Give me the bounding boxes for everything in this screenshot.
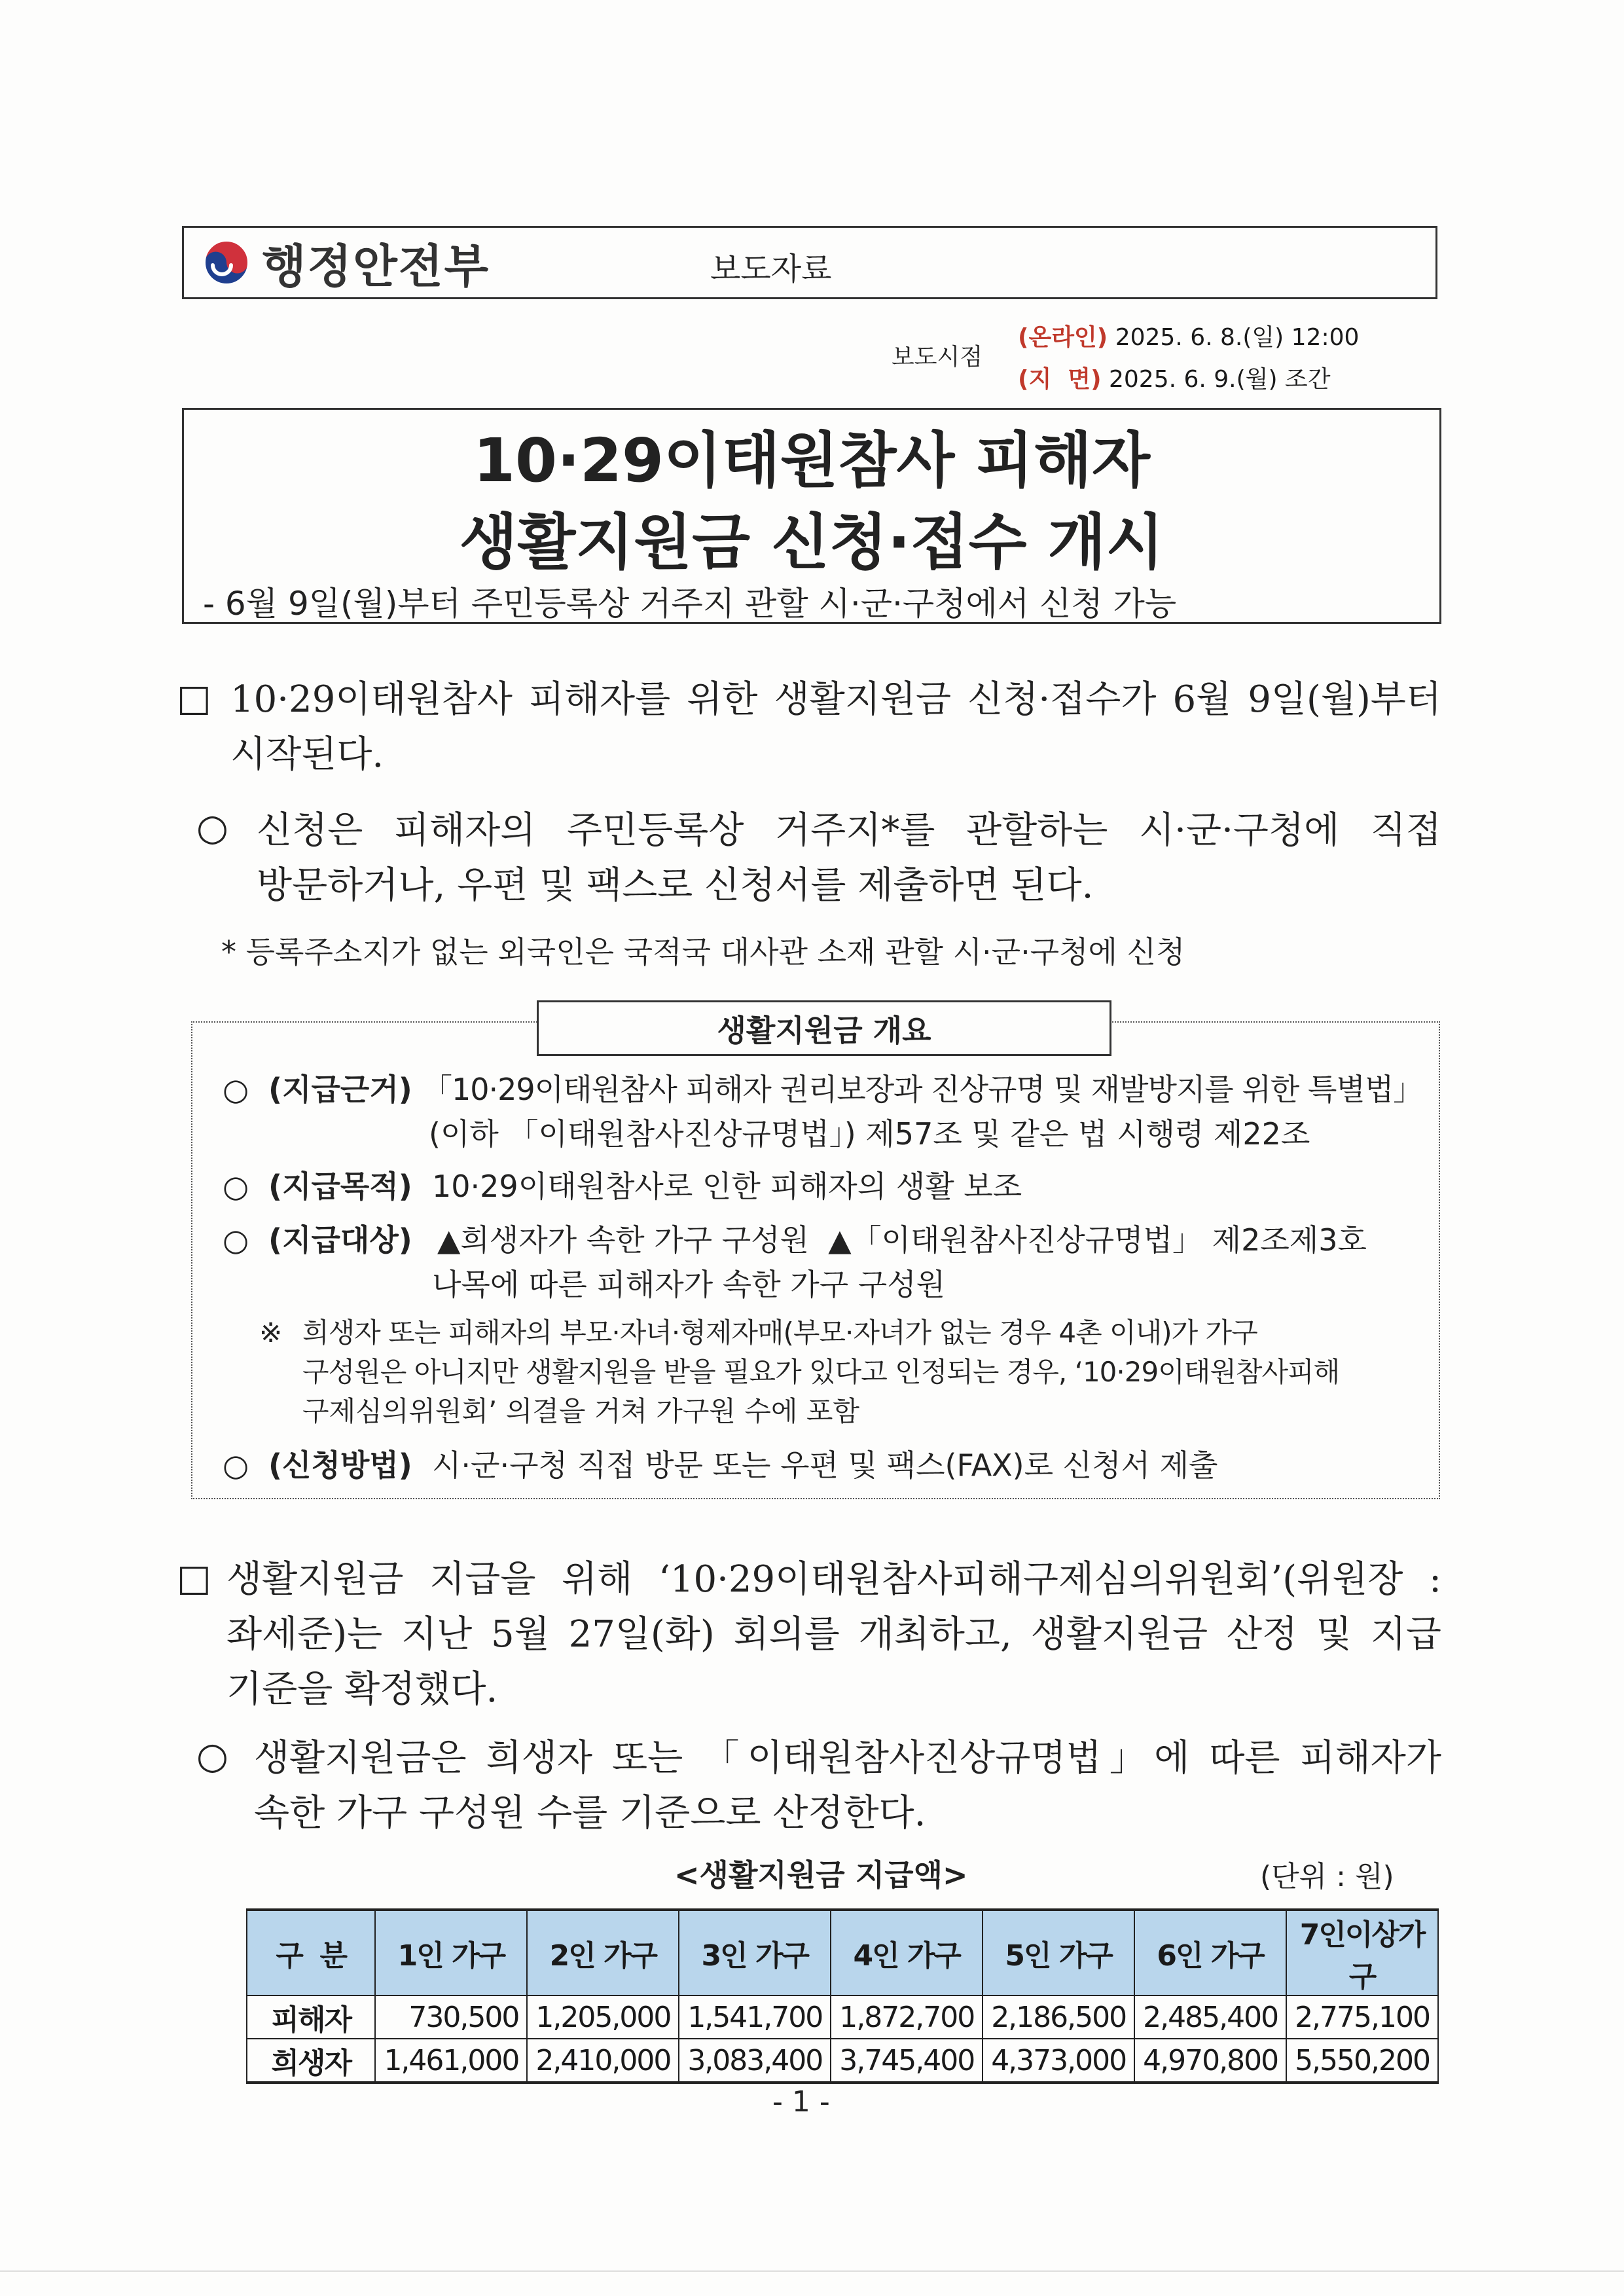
table-cell: 4,970,800 (1134, 2039, 1286, 2083)
ministry-name: 행정안전부 (262, 239, 490, 293)
section2-bullet-line-2: 속한 가구 구성원 수를 기준으로 산정한다. (254, 1792, 926, 1834)
note-marker: ※ (259, 1317, 283, 1349)
target-marker: ○ (223, 1222, 249, 1258)
amount-table-caption: <생활지원금 지급액> (674, 1857, 968, 1893)
target-line-2: 나목에 따른 피해자가 속한 가구 구성원 (432, 1267, 946, 1302)
table-cell: 3,083,400 (679, 2039, 831, 2083)
target-label: (지급대상) (268, 1222, 412, 1258)
method-marker: ○ (223, 1448, 249, 1483)
purpose-label: (지급목적) (268, 1169, 412, 1204)
note-line-2: 구성원은 아니지만 생활지원을 받을 필요가 있다고 인정되는 경우, ‘10·29이태원참사피해 (302, 1356, 1340, 1388)
table-cell: 1,461,000 (375, 2039, 527, 2083)
purpose-marker: ○ (223, 1169, 249, 1204)
row-label-victim-family: 피해자 (247, 1995, 375, 2039)
basis-line-1: 「10·29이태원참사 피해자 권리보장과 진상규명 및 재발방지를 위한 특별법」 (422, 1072, 1423, 1107)
basis-marker: ○ (223, 1072, 249, 1107)
note-line-3: 구제심의위원회’ 의결을 거쳐 가구원 수에 포함 (302, 1395, 859, 1427)
table-cell: 1,872,700 (831, 1995, 983, 2039)
section1-marker: □ (177, 677, 211, 720)
basis-line-2: (이하 「이태원참사진상규명법」) 제57조 및 같은 법 시행령 제22조 (429, 1116, 1310, 1152)
row-label-deceased-family: 희생자 (247, 2039, 375, 2083)
table-cell: 5,550,200 (1286, 2039, 1438, 2083)
table-cell: 3,745,400 (831, 2039, 983, 2083)
title-line-1: 10·29이태원참사 피해자 (473, 426, 1150, 496)
overview-title: 생활지원금 개요 (717, 1012, 931, 1048)
section2-line-1: 생활지원금 지급을 위해 ‘10·29이태원참사피해구제심의위원회’(위원장 : (226, 1558, 1441, 1601)
header-7plus-person: 7인이상가구 (1286, 1910, 1438, 1995)
section1-bullet-line-2: 방문하거나, 우편 및 팩스로 신청서를 제출하면 된다. (257, 864, 1094, 907)
print-tag: (지 면) (1018, 366, 1102, 393)
header-6-person: 6인 가구 (1134, 1910, 1286, 1995)
section2-marker: □ (177, 1557, 211, 1599)
ministry-logo (203, 232, 543, 293)
release-print-row (1018, 361, 1331, 394)
document-type: 보도자료 (710, 251, 832, 287)
note-line-1: 희생자 또는 피해자의 부모·자녀·형제자매(부모·자녀가 없는 경우 4촌 이내)가 가구 (302, 1317, 1257, 1349)
page-number: - 1 - (772, 2085, 830, 2119)
amount-table-unit: (단위 : 원) (1260, 1860, 1394, 1893)
online-tag: (온라인) (1018, 324, 1108, 351)
taegeuk-icon (203, 239, 250, 286)
section2-bullet-line-1: 생활지원금은 희생자 또는 「이태원참사진상규명법」에 따른 피해자가 (254, 1737, 1441, 1779)
section2-bullet-marker: ○ (196, 1735, 228, 1777)
table-cell: 2,485,400 (1134, 1995, 1286, 2039)
table-cell: 2,775,100 (1286, 1995, 1438, 2039)
header-3-person: 3인 가구 (679, 1910, 831, 1995)
table-row (247, 2039, 1438, 2083)
release-online-row (1018, 319, 1359, 352)
section2-line-3: 기준을 확정했다. (226, 1668, 498, 1711)
table-cell: 2,410,000 (527, 2039, 679, 2083)
print-time: 2025. 6. 9.(월) 조간 (1108, 366, 1331, 393)
basis-label: (지급근거) (268, 1072, 412, 1107)
table-row (247, 1995, 1438, 2039)
amount-table (246, 1908, 1439, 2084)
release-time-label: 보도시점 (892, 344, 983, 371)
online-time: 2025. 6. 8.(일) 12:00 (1115, 324, 1360, 351)
header-2-person: 2인 가구 (527, 1910, 679, 1995)
section1-bullet-marker: ○ (196, 807, 228, 849)
bottom-divider (0, 2270, 1624, 2272)
table-cell: 1,541,700 (679, 1995, 831, 2039)
section1-line-1: 10·29이태원참사 피해자를 위한 생활지원금 신청·접수가 6월 9일(월)부터 (230, 678, 1441, 721)
amount-table-header-row (247, 1910, 1438, 1995)
subtitle: - 6월 9일(월)부터 주민등록상 거주지 관할 시·군·구청에서 신청 가능 (203, 585, 1177, 623)
table-cell: 1,205,000 (527, 1995, 679, 2039)
purpose-text: 10·29이태원참사로 인한 피해자의 생활 보조 (432, 1169, 1022, 1204)
header-1-person: 1인 가구 (375, 1910, 527, 1995)
method-label: (신청방법) (268, 1448, 412, 1483)
table-cell: 4,373,000 (983, 2039, 1134, 2083)
section2-line-2: 좌세준)는 지난 5월 27일(화) 회의를 개최하고, 생활지원금 산정 및 지급 (226, 1613, 1441, 1656)
target-line-1: ▲희생자가 속한 가구 구성원 ▲「이태원참사진상규명법」 제2조제3호 (437, 1222, 1367, 1258)
table-cell: 730,500 (375, 1995, 527, 2039)
header-5-person: 5인 가구 (983, 1910, 1134, 1995)
method-text: 시·군·구청 직접 방문 또는 우편 및 팩스(FAX)로 신청서 제출 (432, 1448, 1218, 1483)
overview-title-box (537, 1000, 1111, 1056)
header-category: 구 분 (247, 1910, 375, 1995)
header-4-person: 4인 가구 (831, 1910, 983, 1995)
section1-footnote: * 등록주소지가 없는 외국인은 국적국 대사관 소재 관할 시·군·구청에 신청 (221, 934, 1185, 970)
table-cell: 2,186,500 (983, 1995, 1134, 2039)
section1-bullet-line-1: 신청은 피해자의 주민등록상 거주지*를 관할하는 시·군·구청에 직접 (257, 809, 1441, 852)
title-line-2: 생활지원금 신청·접수 개시 (459, 507, 1164, 577)
section1-line-2: 시작된다. (230, 733, 384, 776)
